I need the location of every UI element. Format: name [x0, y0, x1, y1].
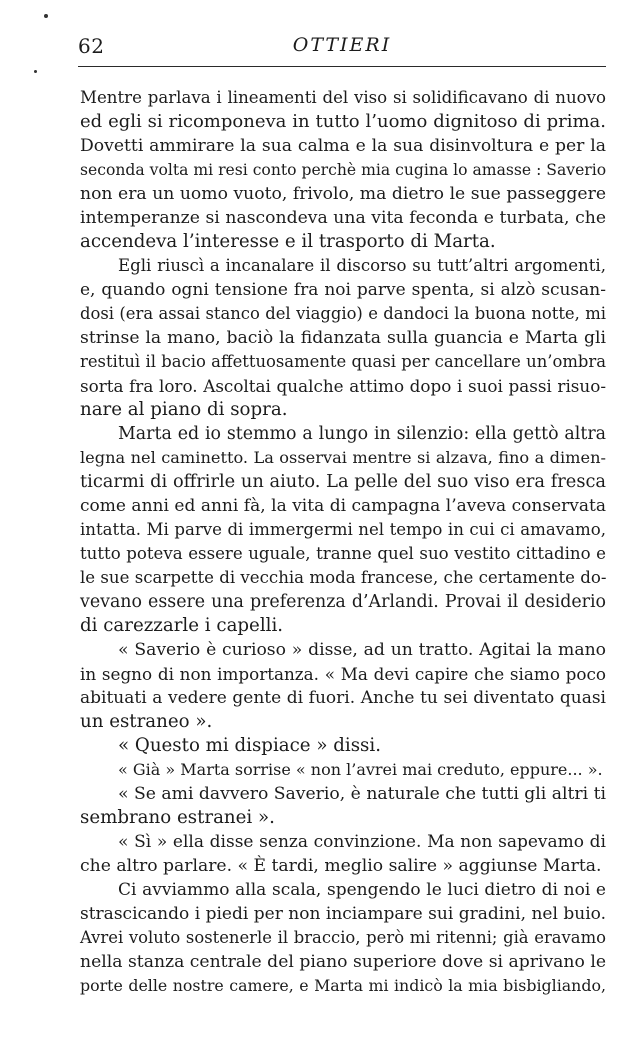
text-line: strascicando i piedi per non inciampare sui gradini, nel buio. — [80, 904, 606, 924]
text-line: non era un uomo vuoto, frivolo, ma dietro le sue passeggere — [80, 184, 606, 204]
text-line: intatta. Mi parve di immergermi nel tempo in cui ci amavamo, — [80, 520, 606, 539]
text-line: legna nel caminetto. La osservai mentre si alzava, fino a dimen- — [80, 448, 606, 467]
text-line: Egli riuscì a incanalare il discorso su tutt’altri argomenti, — [118, 256, 606, 275]
text-line: Ci avviammo alla scala, spengendo le luci dietro di noi e — [118, 880, 606, 900]
text-line: Avrei voluto sostenerle il braccio, però mi ritenni; già eravamo — [80, 928, 606, 947]
running-title: OTTIERI — [292, 34, 392, 56]
text-line: le sue scarpette di vecchia moda francese, che certamente do- — [80, 568, 607, 587]
text-line: e, quando ogni tensione fra noi parve spenta, si alzò scusan- — [80, 280, 606, 300]
text-line: abituati a vedere gente di fuori. Anche tu sei diventato quasi — [80, 688, 606, 708]
text-line: ticarmi di offrirle un aiuto. La pelle del suo viso era fresca — [80, 471, 606, 492]
ink-speck — [34, 70, 37, 73]
text-line: Mentre parlava i lineamenti del viso si solidificavano di nuovo — [80, 88, 606, 107]
text-line: Dovetti ammirare la sua calma e la sua disinvoltura e per la — [80, 136, 606, 156]
text-line: « Se ami davvero Saverio, è naturale che tutti gli altri ti — [118, 784, 606, 804]
header-rule — [78, 66, 606, 67]
text-line: vevano essere una preferenza d’Arlandi. Provai il desiderio — [80, 592, 606, 612]
text-line: « Già » Marta sorrise « non l’avrei mai creduto, eppure... ». — [118, 760, 603, 779]
text-line: sorta fra loro. Ascoltai qualche attimo dopo i suoi passi risuo- — [80, 376, 606, 396]
page-header — [74, 34, 610, 64]
text-line: in segno di non importanza. « Ma devi capire che siamo poco — [80, 664, 606, 684]
text-line: un estraneo ». — [80, 711, 213, 732]
text-line: come anni ed anni fà, la vita di campagna l’aveva conservata — [80, 496, 606, 516]
text-line: dosi (era assai stanco del viaggio) e dandoci la buona notte, mi — [80, 304, 606, 323]
text-line: sembrano estranei ». — [80, 807, 275, 828]
text-line: Marta ed io stemmo a lungo in silenzio: ella gettò altra — [118, 424, 606, 444]
text-line: tutto poteva essere uguale, tranne quel suo vestito cittadino e — [80, 544, 606, 563]
text-line: seconda volta mi resi conto perchè mia cugina lo amasse : Saverio — [80, 161, 607, 179]
text-line: « Sì » ella disse senza convinzione. Ma non sapevamo di — [118, 832, 606, 852]
body-text — [80, 86, 606, 998]
text-line: porte delle nostre camere, e Marta mi indicò la mia bisbigliando, — [80, 976, 606, 995]
text-line: ed egli si ricomponeva in tutto l’uomo dignitoso di prima. — [80, 111, 606, 132]
text-line: accendeva l’interesse e il trasporto di Marta. — [80, 231, 496, 252]
text-line: « Saverio è curioso » disse, ad un tratto. Agitai la mano — [118, 640, 606, 660]
text-line: intemperanze si nascondeva una vita feconda e turbata, che — [80, 208, 606, 228]
ink-speck — [44, 14, 48, 18]
text-line: di carezzarle i capelli. — [80, 615, 284, 636]
text-line: nella stanza centrale del piano superiore dove si aprivano le — [80, 952, 606, 972]
page-number: 62 — [78, 34, 105, 58]
text-line: che altro parlare. « È tardi, meglio salire » aggiunse Marta. — [80, 856, 602, 876]
text-line: nare al piano di sopra. — [80, 399, 288, 420]
text-line: « Questo mi dispiace » dissi. — [118, 735, 381, 756]
text-line: restituì il bacio affettuosamente quasi per cancellare un’ombra — [80, 352, 606, 371]
text-line: strinse la mano, baciò la fidanzata sulla guancia e Marta gli — [80, 328, 606, 348]
